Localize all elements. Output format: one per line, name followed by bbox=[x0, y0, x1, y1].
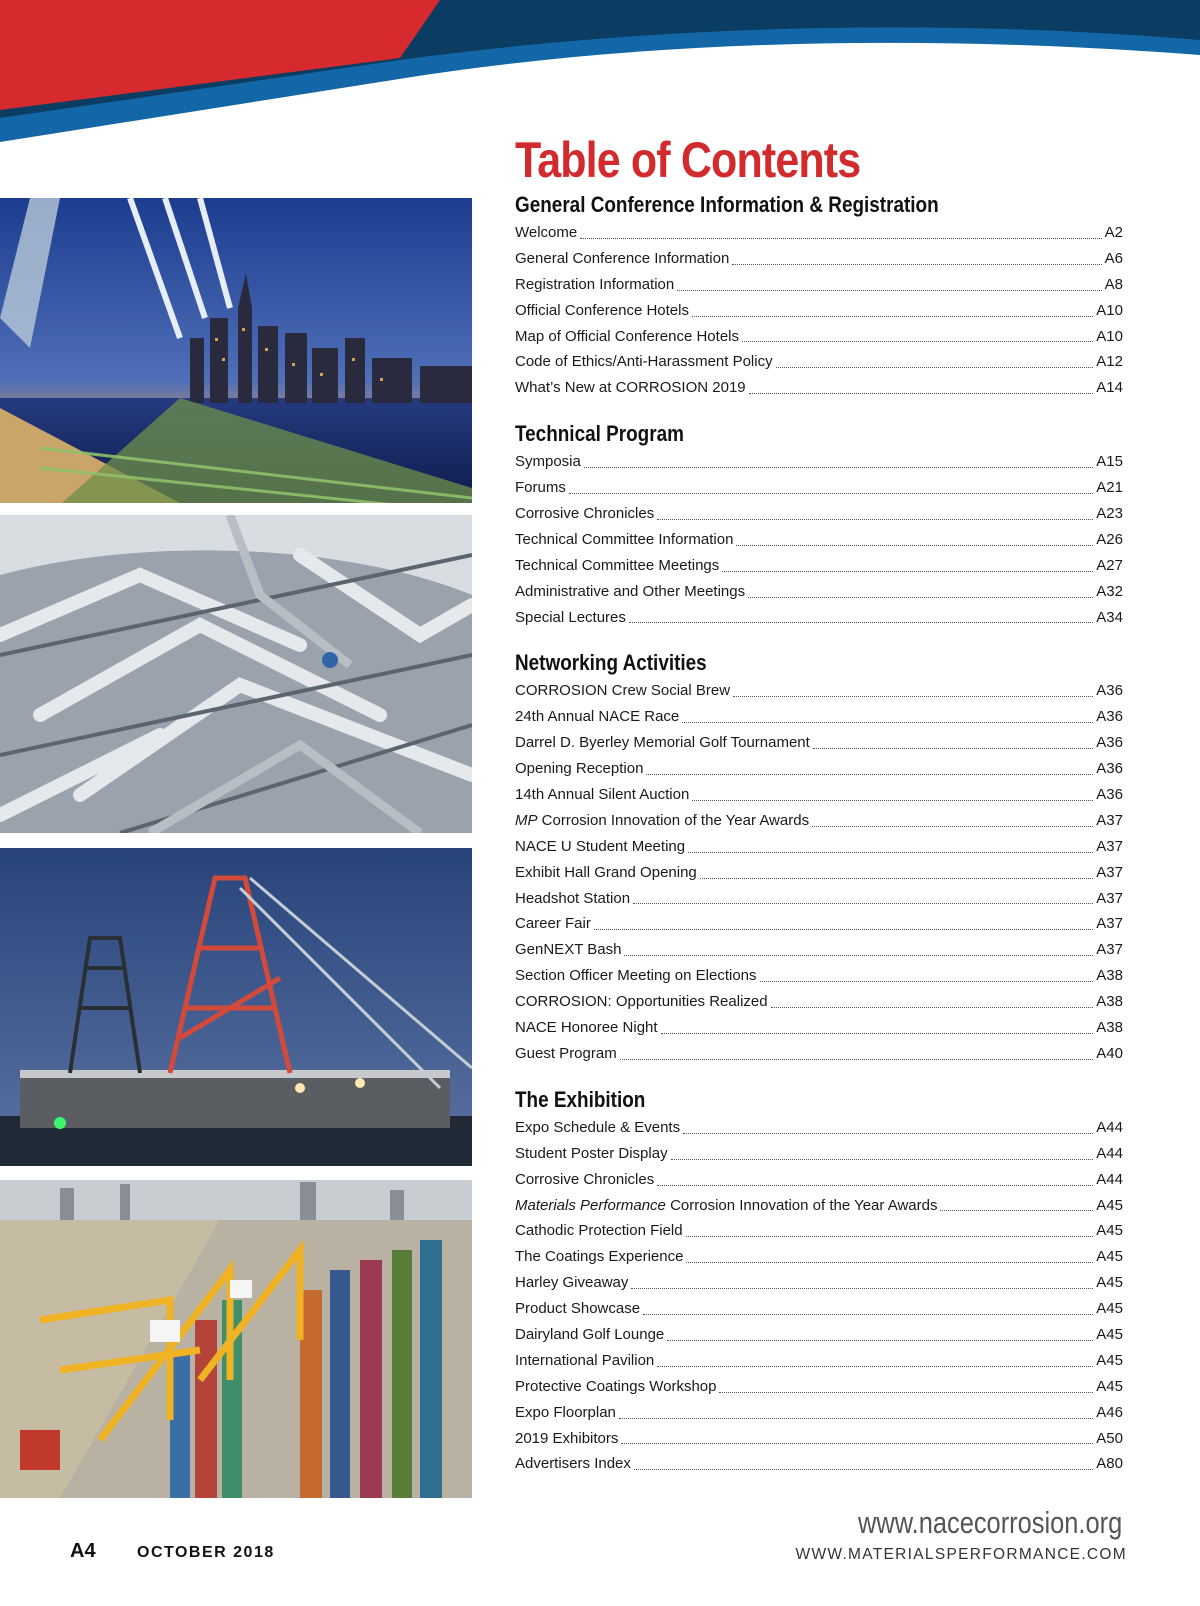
toc-entry[interactable] bbox=[515, 1244, 1123, 1270]
toc-entry[interactable] bbox=[515, 1115, 1123, 1141]
toc-entry[interactable] bbox=[515, 1374, 1123, 1400]
entry-label bbox=[515, 808, 809, 834]
entry-label: What’s New at CORROSION 2019 bbox=[515, 379, 746, 397]
toc-entry[interactable] bbox=[515, 298, 1123, 324]
dot-leader bbox=[686, 1235, 1094, 1237]
entry-page-number: A21 bbox=[1096, 479, 1123, 497]
nace-url[interactable]: www.nacecorrosion.org bbox=[857, 1505, 1122, 1540]
page-number: A4 bbox=[70, 1540, 96, 1562]
dot-leader bbox=[657, 518, 1093, 520]
toc-entry[interactable] bbox=[515, 1451, 1123, 1477]
toc-entry[interactable] bbox=[515, 886, 1123, 912]
entry-label: Official Conference Hotels bbox=[515, 301, 689, 319]
entry-label: Protective Coatings Workshop bbox=[515, 1377, 717, 1395]
dot-leader bbox=[722, 570, 1093, 572]
entry-page-number: A37 bbox=[1096, 941, 1123, 959]
entry-page-number: A38 bbox=[1096, 993, 1123, 1011]
dot-leader bbox=[646, 773, 1093, 775]
entry-page-number: A50 bbox=[1096, 1429, 1123, 1447]
entry-label: Harley Giveaway bbox=[515, 1274, 629, 1292]
dot-leader bbox=[736, 544, 1093, 546]
entry-label: NACE Honoree Night bbox=[515, 1019, 658, 1037]
dot-leader bbox=[692, 799, 1093, 801]
toc-entry[interactable] bbox=[515, 324, 1123, 350]
dot-leader bbox=[677, 289, 1101, 291]
dot-leader bbox=[671, 1158, 1094, 1160]
toc-sections bbox=[515, 190, 1123, 1477]
container-port-photo bbox=[0, 1180, 472, 1498]
entry-page-number: A2 bbox=[1104, 224, 1123, 241]
entry-label: Headshot Station bbox=[515, 889, 631, 907]
page-title: Table of Contents bbox=[515, 132, 861, 188]
entry-page-number: A45 bbox=[1096, 1325, 1123, 1343]
toc-entry[interactable] bbox=[515, 1041, 1123, 1067]
entry-page-number: A45 bbox=[1096, 1300, 1123, 1318]
entry-page-number: A37 bbox=[1096, 863, 1123, 881]
entry-label: Administrative and Other Meetings bbox=[515, 582, 746, 600]
dot-leader bbox=[748, 596, 1093, 598]
entry-label: Map of Official Conference Hotels bbox=[515, 327, 739, 345]
entry-page-number: A37 bbox=[1096, 889, 1123, 907]
toc-entry[interactable] bbox=[515, 1348, 1123, 1374]
entry-page-number: A45 bbox=[1096, 1196, 1123, 1214]
entry-page-number: A38 bbox=[1096, 967, 1123, 985]
toc-section bbox=[515, 190, 1123, 401]
dot-leader bbox=[732, 263, 1101, 265]
dot-leader bbox=[719, 1391, 1093, 1393]
offshore-rig-photo bbox=[0, 848, 472, 1166]
entry-page-number: A45 bbox=[1096, 1248, 1123, 1266]
entry-page-number: A45 bbox=[1096, 1377, 1123, 1395]
entry-page-number: A36 bbox=[1096, 786, 1123, 804]
entry-page-number: A10 bbox=[1096, 301, 1123, 319]
toc-entry[interactable] bbox=[515, 605, 1123, 631]
entry-label-italic: MP bbox=[515, 811, 538, 829]
toc-entry[interactable] bbox=[515, 911, 1123, 937]
entry-label-text: Corrosion Innovation of the Year Awards bbox=[670, 1196, 938, 1214]
dot-leader bbox=[629, 621, 1093, 623]
toc-entry[interactable] bbox=[515, 1426, 1123, 1452]
dot-leader bbox=[686, 1261, 1093, 1263]
entry-page-number: A36 bbox=[1096, 708, 1123, 726]
entry-page-number: A23 bbox=[1096, 505, 1123, 523]
toc-entry[interactable] bbox=[515, 1193, 1123, 1219]
toc-entry[interactable] bbox=[515, 730, 1123, 756]
dot-leader bbox=[657, 1365, 1093, 1367]
entry-label: 14th Annual Silent Auction bbox=[515, 786, 690, 804]
entry-label: Corrosive Chronicles bbox=[515, 1170, 655, 1188]
toc-entry[interactable] bbox=[515, 501, 1123, 527]
entry-page-number: A12 bbox=[1096, 353, 1123, 371]
entry-label-italic: Materials Performance bbox=[515, 1196, 666, 1214]
dot-leader bbox=[682, 721, 1093, 723]
entry-page-number: A14 bbox=[1096, 379, 1123, 397]
dot-leader bbox=[733, 695, 1093, 697]
dot-leader bbox=[620, 1058, 1094, 1060]
dot-leader bbox=[621, 1442, 1093, 1444]
mp-url[interactable]: WWW.MATERIALSPERFORMANCE.COM bbox=[795, 1546, 1127, 1563]
entry-label: Career Fair bbox=[515, 915, 591, 933]
entry-page-number: A36 bbox=[1096, 682, 1123, 700]
entry-page-number: A45 bbox=[1096, 1222, 1123, 1240]
entry-page-number: A80 bbox=[1096, 1455, 1123, 1473]
entry-label: CORROSION: Opportunities Realized bbox=[515, 993, 768, 1011]
dot-leader bbox=[594, 928, 1093, 930]
entry-label: International Pavilion bbox=[515, 1351, 655, 1369]
toc-entry[interactable] bbox=[515, 1167, 1123, 1193]
section-heading: Networking Activities bbox=[515, 650, 707, 676]
entry-label-text: Corrosion Innovation of the Year Awards bbox=[541, 811, 810, 829]
entry-label: Exhibit Hall Grand Opening bbox=[515, 863, 697, 881]
entry-label: Dairyland Golf Lounge bbox=[515, 1325, 665, 1343]
dot-leader bbox=[771, 1006, 1094, 1008]
toc-entry[interactable] bbox=[515, 1015, 1123, 1041]
dot-leader bbox=[776, 366, 1094, 368]
table-of-contents bbox=[515, 132, 1123, 1495]
dot-leader bbox=[619, 1417, 1093, 1419]
entry-label: Expo Floorplan bbox=[515, 1403, 616, 1421]
entry-label: Product Showcase bbox=[515, 1300, 641, 1318]
entry-label: NACE U Student Meeting bbox=[515, 837, 686, 855]
entry-page-number: A40 bbox=[1096, 1044, 1123, 1062]
dot-leader bbox=[569, 492, 1093, 494]
issue-date: OCTOBER 2018 bbox=[137, 1544, 275, 1561]
dot-leader bbox=[940, 1209, 1093, 1211]
entry-page-number: A8 bbox=[1104, 275, 1123, 293]
dot-leader bbox=[749, 392, 1094, 394]
toc-entry[interactable] bbox=[515, 246, 1123, 272]
entry-page-number: A45 bbox=[1096, 1274, 1123, 1292]
entry-label bbox=[515, 1193, 937, 1219]
entry-page-number: A32 bbox=[1096, 582, 1123, 600]
toc-entry[interactable] bbox=[515, 349, 1123, 375]
entry-label: General Conference Information bbox=[515, 249, 730, 267]
toc-entry[interactable] bbox=[515, 756, 1123, 782]
entry-page-number: A34 bbox=[1096, 608, 1123, 626]
dot-leader bbox=[700, 877, 1094, 879]
toc-entry[interactable] bbox=[515, 1218, 1123, 1244]
entry-label: 2019 Exhibitors bbox=[515, 1429, 619, 1447]
toc-entry[interactable] bbox=[515, 834, 1123, 860]
toc-entry[interactable] bbox=[515, 782, 1123, 808]
dot-leader bbox=[683, 1132, 1093, 1134]
entry-label: Cathodic Protection Field bbox=[515, 1222, 683, 1240]
toc-entry[interactable] bbox=[515, 860, 1123, 886]
entry-page-number: A10 bbox=[1096, 327, 1123, 345]
entry-label: Welcome bbox=[515, 224, 578, 241]
entry-label: Code of Ethics/Anti-Harassment Policy bbox=[515, 353, 773, 371]
toc-entry[interactable] bbox=[515, 1141, 1123, 1167]
entry-label: 24th Annual NACE Race bbox=[515, 708, 680, 726]
entry-label: Technical Committee Meetings bbox=[515, 556, 720, 574]
toc-entry[interactable] bbox=[515, 272, 1123, 298]
dot-leader bbox=[634, 1468, 1093, 1470]
entry-label: Opening Reception bbox=[515, 760, 644, 778]
toc-entry[interactable] bbox=[515, 963, 1123, 989]
dot-leader bbox=[631, 1287, 1093, 1289]
dot-leader bbox=[633, 902, 1093, 904]
entry-label: CORROSION Crew Social Brew bbox=[515, 682, 731, 700]
entry-page-number: A44 bbox=[1096, 1118, 1123, 1136]
city-bridge-photo bbox=[0, 198, 472, 503]
dot-leader bbox=[812, 825, 1093, 827]
pipework-photo bbox=[0, 515, 472, 833]
toc-entry[interactable] bbox=[515, 553, 1123, 579]
entry-page-number: A26 bbox=[1096, 530, 1123, 548]
dot-leader bbox=[657, 1184, 1093, 1186]
dot-leader bbox=[688, 851, 1093, 853]
entry-label: Darrel D. Byerley Memorial Golf Tournament bbox=[515, 734, 810, 752]
entry-page-number: A45 bbox=[1096, 1351, 1123, 1369]
dot-leader bbox=[624, 954, 1093, 956]
toc-entry[interactable] bbox=[515, 989, 1123, 1015]
entry-label: Special Lectures bbox=[515, 608, 626, 626]
entry-label: GenNEXT Bash bbox=[515, 941, 622, 959]
entry-label: Expo Schedule & Events bbox=[515, 1118, 681, 1136]
toc-entry[interactable] bbox=[515, 220, 1123, 246]
toc-section bbox=[515, 648, 1123, 1066]
toc-entry[interactable] bbox=[515, 704, 1123, 730]
entry-page-number: A27 bbox=[1096, 556, 1123, 574]
dot-leader bbox=[692, 315, 1093, 317]
dot-leader bbox=[667, 1339, 1093, 1341]
toc-entry[interactable] bbox=[515, 808, 1123, 834]
section-heading: The Exhibition bbox=[515, 1086, 646, 1112]
entry-label: Section Officer Meeting on Elections bbox=[515, 967, 757, 985]
entry-page-number: A36 bbox=[1096, 734, 1123, 752]
toc-entry[interactable] bbox=[515, 449, 1123, 475]
entry-page-number: A38 bbox=[1096, 1019, 1123, 1037]
entry-page-number: A37 bbox=[1096, 915, 1123, 933]
entry-label: Forums bbox=[515, 479, 566, 497]
dot-leader bbox=[584, 466, 1093, 468]
dot-leader bbox=[643, 1313, 1093, 1315]
section-heading: General Conference Information & Registration bbox=[515, 192, 939, 217]
entry-page-number: A44 bbox=[1096, 1144, 1123, 1162]
toc-entry[interactable] bbox=[515, 475, 1123, 501]
entry-label: Technical Committee Information bbox=[515, 530, 734, 548]
entry-page-number: A37 bbox=[1096, 837, 1123, 855]
entry-page-number: A6 bbox=[1104, 249, 1123, 267]
toc-entry[interactable] bbox=[515, 1296, 1123, 1322]
entry-label: Guest Program bbox=[515, 1044, 617, 1062]
entry-page-number: A37 bbox=[1096, 811, 1123, 829]
entry-label: Registration Information bbox=[515, 275, 675, 293]
dot-leader bbox=[742, 340, 1093, 342]
dot-leader bbox=[580, 237, 1101, 239]
entry-page-number: A36 bbox=[1096, 760, 1123, 778]
toc-section bbox=[515, 419, 1123, 630]
toc-entry[interactable] bbox=[515, 375, 1123, 401]
entry-label: Corrosive Chronicles bbox=[515, 505, 655, 523]
toc-entry[interactable] bbox=[515, 527, 1123, 553]
dot-leader bbox=[661, 1032, 1094, 1034]
entry-label: The Coatings Experience bbox=[515, 1248, 684, 1266]
entry-page-number: A46 bbox=[1096, 1403, 1123, 1421]
dot-leader bbox=[813, 747, 1093, 749]
entry-label: Student Poster Display bbox=[515, 1144, 668, 1162]
toc-section bbox=[515, 1085, 1123, 1477]
toc-entry[interactable] bbox=[515, 1270, 1123, 1296]
entry-label: Symposia bbox=[515, 453, 581, 471]
toc-entry[interactable] bbox=[515, 1322, 1123, 1348]
dot-leader bbox=[760, 980, 1094, 982]
section-heading: Technical Program bbox=[515, 421, 684, 447]
entry-page-number: A15 bbox=[1096, 453, 1123, 471]
toc-entry[interactable] bbox=[515, 937, 1123, 963]
toc-entry[interactable] bbox=[515, 579, 1123, 605]
toc-entry[interactable] bbox=[515, 1400, 1123, 1426]
entry-label: Advertisers Index bbox=[515, 1455, 631, 1473]
entry-page-number: A44 bbox=[1096, 1170, 1123, 1188]
toc-entry[interactable] bbox=[515, 678, 1123, 704]
